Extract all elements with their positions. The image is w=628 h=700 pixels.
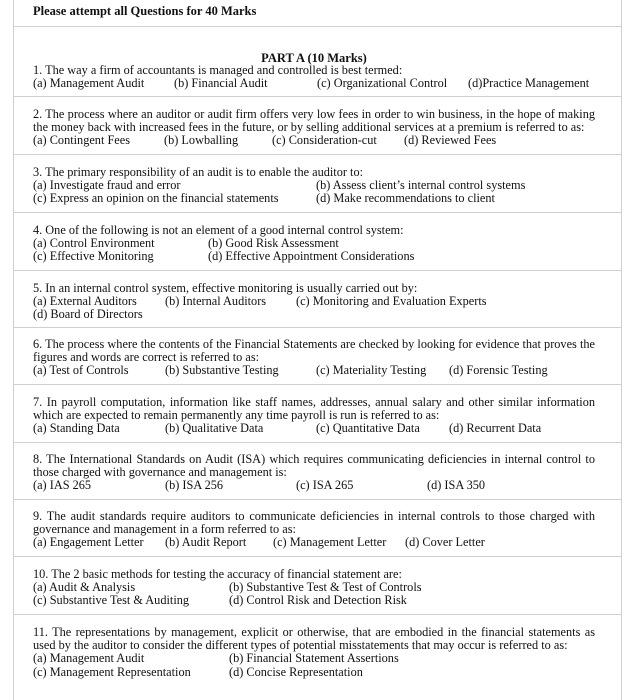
question-stem: 3. The primary responsibility of an audit is to enable the auditor to: xyxy=(33,165,364,179)
options-row xyxy=(33,77,595,90)
question-stem: 7. In payroll computation, information like staff names, addresses, annual salary and other similar information which are expected to remain permanently any time payroll is run is referred to as: xyxy=(33,395,595,423)
option-a[interactable]: (a) IAS 265 xyxy=(33,478,92,493)
options-row xyxy=(33,250,595,263)
question-7 xyxy=(33,396,595,436)
option-b[interactable]: (b) Qualitative Data xyxy=(165,421,264,436)
question-stem: 1. The way a firm of accountants is managed and controlled is best termed: xyxy=(33,63,403,77)
options-row xyxy=(33,364,595,377)
question-9 xyxy=(33,510,595,550)
question-divider xyxy=(13,270,622,271)
question-stem: 11. The representations by management, explicit or otherwise, that are embodied in the financial statements as used by the auditor to consider the different types of potential misstatements that may occur is referred to as: xyxy=(33,625,595,653)
option-a[interactable]: (a) Control Environment xyxy=(33,236,155,251)
options-row xyxy=(33,308,595,321)
option-d[interactable]: (d) Concise Representation xyxy=(229,664,363,679)
option-a[interactable]: (a) Audit & Analysis xyxy=(33,580,136,595)
option-a[interactable]: (a) Investigate fraud and error xyxy=(33,178,181,193)
option-d[interactable]: (d) Forensic Testing xyxy=(449,363,548,378)
question-divider xyxy=(13,499,622,500)
question-divider xyxy=(13,614,622,615)
option-b[interactable]: (b) Internal Auditors xyxy=(165,294,267,309)
option-a[interactable]: (a) Engagement Letter xyxy=(33,535,144,550)
page-header xyxy=(0,0,628,26)
option-c[interactable]: (c) Organizational Control xyxy=(317,76,448,91)
question-5 xyxy=(33,282,595,322)
options-row xyxy=(33,666,595,679)
exam-instruction: Please attempt all Questions for 40 Marks xyxy=(33,4,257,18)
question-divider xyxy=(13,327,622,328)
option-c[interactable]: (c) Quantitative Data xyxy=(316,421,420,436)
part-title: PART A (10 Marks) xyxy=(261,51,367,65)
question-10 xyxy=(33,568,595,608)
option-a[interactable]: (a) Management Audit xyxy=(33,76,145,91)
question-stem: 2. The process where an auditor or audit firm offers very low fees in order to win business, in the hope of making the money back with increased fees in the future, or by selling additional services at a premium is referred to as: xyxy=(33,107,595,135)
question-8 xyxy=(33,453,595,493)
option-c[interactable]: (c) Effective Monitoring xyxy=(33,249,154,264)
header-divider xyxy=(13,26,622,27)
question-stem: 6. The process where the contents of the Financial Statements are checked by looking for evidence that proves the figures and words are correct is referred to as: xyxy=(33,337,595,365)
option-a[interactable]: (a) Test of Controls xyxy=(33,363,129,378)
option-c[interactable]: (c) Express an opinion on the financial statements xyxy=(33,191,279,206)
option-b[interactable]: (b) Assess client’s internal control systems xyxy=(316,178,526,193)
option-b[interactable]: (b) Lowballing xyxy=(164,133,239,148)
page-left-border xyxy=(13,0,14,700)
options-row xyxy=(33,652,595,665)
option-a[interactable]: (a) Management Audit xyxy=(33,651,145,666)
option-d[interactable]: (d) Board of Directors xyxy=(33,307,143,322)
option-d[interactable]: (d) Effective Appointment Considerations xyxy=(208,249,415,264)
option-a[interactable]: (a) External Auditors xyxy=(33,294,137,309)
question-divider xyxy=(13,212,622,213)
option-c[interactable]: (c) Materiality Testing xyxy=(316,363,427,378)
option-c[interactable]: (c) Substantive Test & Auditing xyxy=(33,593,190,608)
option-d[interactable]: (d) Cover Letter xyxy=(405,535,485,550)
options-row xyxy=(33,134,595,147)
question-stem: 8. The International Standards on Audit (ISA) which requires communicating deficiencies in internal control to those charged with governance and management is: xyxy=(33,452,595,480)
option-d[interactable]: (d) Reviewed Fees xyxy=(404,133,497,148)
question-1 xyxy=(33,64,595,90)
option-b[interactable]: (b) Substantive Test & Test of Controls xyxy=(229,580,422,595)
option-d[interactable]: (d) Recurrent Data xyxy=(449,421,542,436)
question-stem: 9. The audit standards require auditors to communicate deficiencies in internal controls to those charged with governance and management in a form referred to as: xyxy=(33,509,595,537)
option-a[interactable]: (a) Contingent Fees xyxy=(33,133,130,148)
option-c[interactable]: (c) Management Letter xyxy=(273,535,387,550)
page-right-border xyxy=(621,0,622,700)
options-row xyxy=(33,422,595,435)
question-6 xyxy=(33,338,595,378)
option-d[interactable]: (d)Practice Management xyxy=(468,76,590,91)
question-divider xyxy=(13,154,622,155)
question-stem: 10. The 2 basic methods for testing the accuracy of financial statement are: xyxy=(33,567,402,581)
option-c[interactable]: (c) Monitoring and Evaluation Experts xyxy=(296,294,487,309)
option-c[interactable]: (c) Management Representation xyxy=(33,664,191,679)
question-3 xyxy=(33,166,595,206)
option-b[interactable]: (b) Financial Statement Assertions xyxy=(229,651,399,666)
option-b[interactable]: (b) Financial Audit xyxy=(174,76,268,91)
option-b[interactable]: (b) Good Risk Assessment xyxy=(208,236,339,251)
option-d[interactable]: (d) Control Risk and Detection Risk xyxy=(229,593,407,608)
question-divider xyxy=(13,442,622,443)
option-b[interactable]: (b) Audit Report xyxy=(165,535,247,550)
question-stem: 4. One of the following is not an element of a good internal control system: xyxy=(33,223,404,237)
question-divider xyxy=(13,384,622,385)
question-stem: 5. In an internal control system, effective monitoring is usually carried out by: xyxy=(33,281,418,295)
option-c[interactable]: (c) Consideration-cut xyxy=(272,133,377,148)
option-b[interactable]: (b) Substantive Testing xyxy=(165,363,279,378)
option-d[interactable]: (d) Make recommendations to client xyxy=(316,191,495,206)
options-row xyxy=(33,536,595,549)
question-divider xyxy=(13,96,622,97)
question-4 xyxy=(33,224,595,264)
options-row xyxy=(33,479,595,492)
options-row xyxy=(33,594,595,607)
question-divider xyxy=(13,556,622,557)
question-11 xyxy=(33,626,595,679)
question-2 xyxy=(33,108,595,148)
options-row xyxy=(33,192,595,205)
option-d[interactable]: (d) ISA 350 xyxy=(427,478,486,493)
option-c[interactable]: (c) ISA 265 xyxy=(296,478,354,493)
option-a[interactable]: (a) Standing Data xyxy=(33,421,120,436)
option-b[interactable]: (b) ISA 256 xyxy=(165,478,224,493)
